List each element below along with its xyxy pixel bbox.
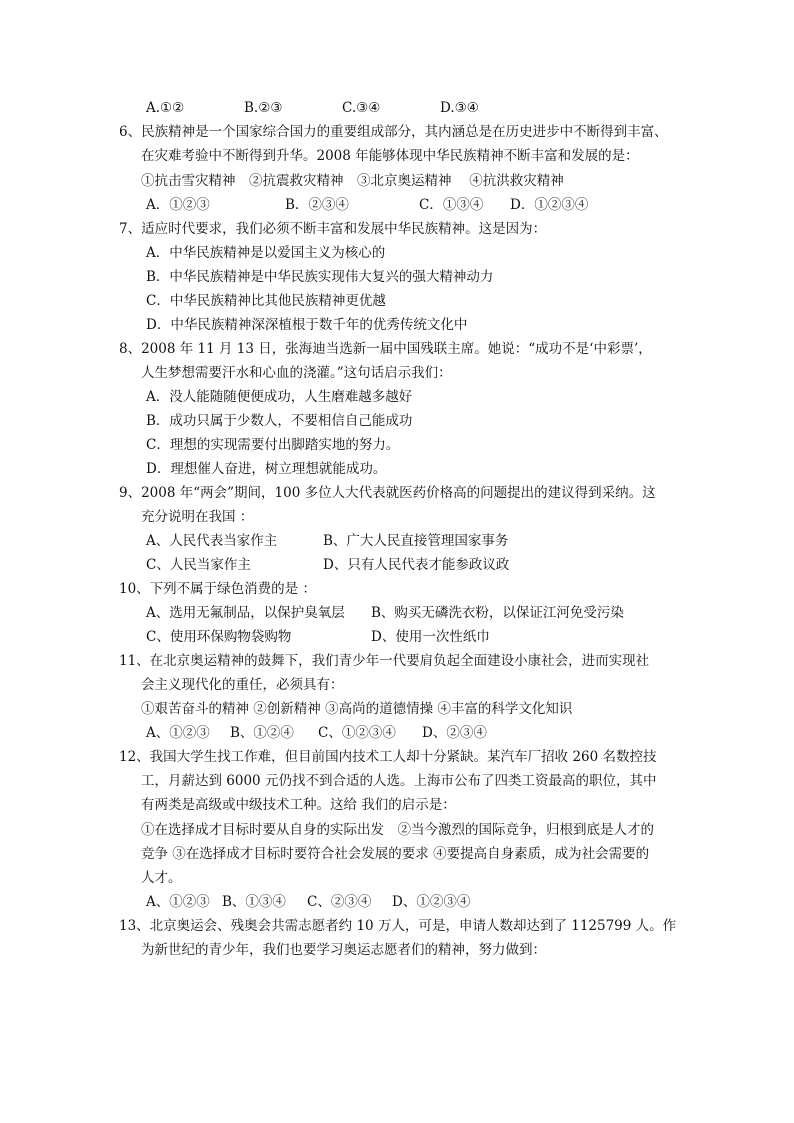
option-d: D、使用一次性纸巾 xyxy=(371,629,490,645)
option-b: B、①②④ xyxy=(230,725,294,741)
option-a: A、①②③ xyxy=(146,894,210,910)
question-10-stem: 10、下列不属于绿色消费的是 ： xyxy=(119,581,316,597)
question-8-stem-line-1: 8、2008 年 11 月 13 日，张海迪当选新一届中国残联主席。她说：“成功不是‘中彩票’， xyxy=(119,341,652,357)
option-d: D．中华民族精神深深植根于数千年的优秀传统文化中 xyxy=(146,317,468,333)
option-d: D．①②③④ xyxy=(510,197,589,213)
option-c: C．中华民族精神比其他民族精神更优越 xyxy=(146,293,386,309)
option-b: B．成功只属于少数人，不要相信自己能成功 xyxy=(146,413,413,429)
question-11-stem-line-2: 会主义现代化的重任，必须具有： xyxy=(141,677,344,693)
option-b: B．②③④ xyxy=(285,197,349,213)
option-c: C、人民当家作主 xyxy=(146,557,251,573)
option-a: A．中华民族精神是以爱国主义为核心的 xyxy=(146,245,386,261)
question-11-stem-line-1: 11、在北京奥运精神的鼓舞下，我们青少年一代要肩负起全面建设小康社会，进而实现社 xyxy=(119,653,650,669)
question-13-stem-line-2: 为新世纪的青少年，我们也要学习奥运志愿者们的精神，努力做到： xyxy=(141,942,546,958)
option-a: A.①② xyxy=(146,100,185,116)
question-12-stem-line-3: 有两类是高级或中级技术工种。这给 我们的启示是： xyxy=(141,797,456,813)
question-12-stem-line-2: 工，月薪达到 6000 元仍找不到合适的人选。上海市公布了四类工资最高的职位，其中 xyxy=(141,773,657,789)
option-a: A．①②③ xyxy=(146,197,210,213)
question-7-stem: 7、适应时代要求，我们必须不断丰富和发展中华民族精神。这是因为： xyxy=(119,221,547,237)
option-d: D.③④ xyxy=(440,100,479,116)
question-9-stem-line-2: 充分说明在我国 ： xyxy=(141,509,254,525)
question-13-stem-line-1: 13、北京奥运会、残奥会共需志愿者约 10 万人，可是，申请人数却达到了 1125799 人。作 xyxy=(119,918,677,934)
question-12-items-line-3: 人才。 xyxy=(141,870,182,886)
option-a: A、人民代表当家作主 xyxy=(146,533,278,549)
option-a: A、①②③ xyxy=(146,725,210,741)
option-c: C、①②③④ xyxy=(318,725,396,741)
option-c: C、使用环保购物袋购物 xyxy=(146,629,292,645)
question-6-stem-line-1: 6、民族精神是一个国家综合国力的重要组成部分，其内涵总是在历史进步中不断得到丰富、 xyxy=(119,124,668,140)
question-6-stem-line-2: 在灾难考验中不断得到升华。2008 年能够体现中华民族精神不断丰富和发展的是： xyxy=(141,148,639,164)
option-c: C.③④ xyxy=(342,100,381,116)
option-a: A．没人能随随便便成功，人生磨难越多越好 xyxy=(146,389,413,405)
option-d: D、只有人民代表才能参政议政 xyxy=(323,557,510,573)
question-6-items: ①抗击雪灾精神 ②抗震救灾精神 ③北京奥运精神 ④抗洪救灾精神 xyxy=(141,173,564,189)
option-c: C．①③④ xyxy=(419,197,484,213)
option-b: B、广大人民直接管理国家事务 xyxy=(323,533,509,549)
option-d: D．理想催人奋进，树立理想就能成功。 xyxy=(146,461,387,477)
option-d: D、②③④ xyxy=(422,725,487,741)
option-b: B.②③ xyxy=(244,100,283,116)
question-11-items: ①艰苦奋斗的精神 ②创新精神 ③高尚的道德情操 ④丰富的科学文化知识 xyxy=(141,701,573,717)
question-12-stem-line-1: 12、我国大学生找工作难，但目前国内技术工人却十分紧缺。某汽车厂招收 260 名数控技 xyxy=(119,749,657,765)
option-c: C．理想的实现需要付出脚踏实地的努力。 xyxy=(146,437,400,453)
option-b: B．中华民族精神是中华民族实现伟大复兴的强大精神动力 xyxy=(146,269,494,285)
option-c: C、②③④ xyxy=(307,894,372,910)
question-12-items-line-2: 竞争 ③在选择成才目标时要符合社会发展的要求 ④要提高自身素质，成为社会需要的 xyxy=(141,846,650,862)
option-d: D、①②③④ xyxy=(392,894,471,910)
question-8-stem-line-2: 人生梦想需要汗水和心血的浇灌。”这句话启示我们： xyxy=(141,365,452,381)
question-12-items-line-1: ①在选择成才目标时要从自身的实际出发 ②当今激烈的国际竞争，归根到底是人才的 xyxy=(141,822,654,838)
question-9-stem-line-1: 9、2008 年“两会”期间，100 多位人大代表就医药价格高的问题提出的建议得到采纳。这 xyxy=(119,485,656,501)
option-a: A、选用无氟制品，以保护臭氧层 xyxy=(146,605,345,621)
option-b: B、①③④ xyxy=(222,894,286,910)
option-b: B、购买无磷洗衣粉，以保证江河免受污染 xyxy=(371,605,624,621)
